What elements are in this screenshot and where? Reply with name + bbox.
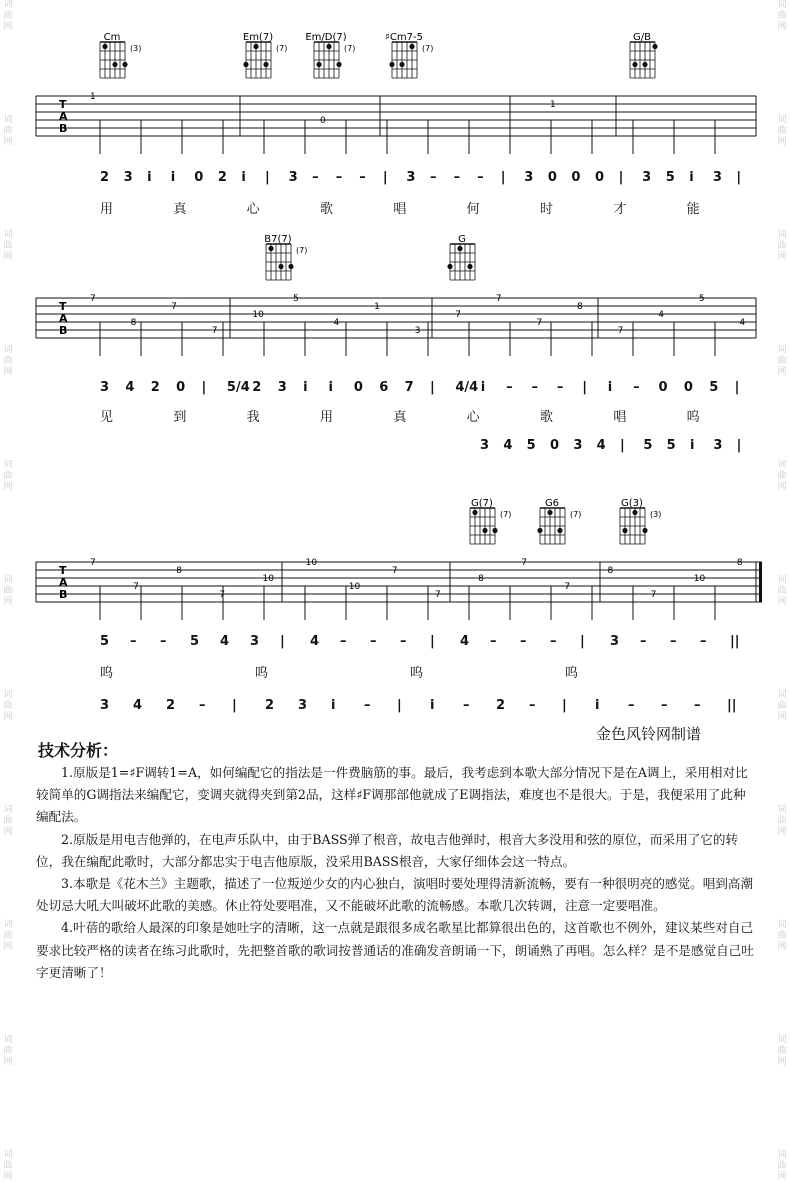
lyric-char: 时: [540, 202, 554, 217]
tab-number: 1: [90, 92, 96, 102]
melody-note: 2: [217, 170, 227, 185]
harmony-note: |: [736, 438, 742, 453]
finger-dot: [336, 62, 341, 67]
finger-dot: [457, 246, 462, 251]
melody-note: –: [160, 634, 167, 649]
watermark-text: 词 曲 网: [777, 1150, 787, 1182]
watermark-text: 词 曲 网: [777, 690, 787, 722]
lyric-char: 呜: [686, 410, 700, 425]
chord-diagram: [100, 32, 141, 78]
watermark-text: 词 曲 网: [3, 345, 13, 377]
finger-dot: [547, 510, 552, 515]
melody-note: 3: [610, 634, 620, 649]
melody-note: –: [477, 170, 484, 185]
finger-dot: [253, 44, 258, 49]
melody-note: –: [556, 380, 564, 395]
finger-dot: [557, 528, 562, 533]
watermark-text: 词 曲 网: [3, 1150, 13, 1182]
melody-note: –: [335, 170, 343, 185]
watermark-text: 词 曲 网: [777, 230, 787, 262]
melody-note: 3: [288, 170, 298, 185]
harmony-note: i: [690, 438, 695, 453]
melody-note: i: [241, 170, 246, 185]
finger-dot: [399, 62, 404, 67]
melody-note: |: [382, 170, 388, 185]
lyric-char: 呜: [255, 666, 269, 681]
harmony-note: 3: [713, 438, 723, 453]
melody-note: 4: [310, 634, 320, 649]
finger-dot: [632, 62, 637, 67]
fret-marker: (7): [422, 44, 434, 53]
fret-marker: (3): [130, 44, 142, 53]
tab-staff-1: [0, 0, 790, 160]
lyric-char: 到: [173, 410, 187, 425]
credit: 金色风铃网制谱: [596, 725, 702, 743]
melody-note: 3: [277, 380, 287, 395]
melody-note: 3: [100, 380, 110, 395]
chord-name: G6: [544, 498, 560, 509]
finger-dot: [492, 528, 497, 533]
melody-note: –: [670, 634, 677, 649]
finger-dot: [472, 510, 477, 515]
melody-note: 2: [150, 380, 160, 395]
melody-note: –: [430, 170, 437, 185]
melody-row-3: [0, 634, 790, 658]
melody-note: |: [734, 380, 740, 395]
finger-dot: [316, 62, 321, 67]
lyric-char: 心: [246, 202, 260, 217]
analysis-paragraph: 2.原版是用电吉他弹的，在电声乐队中，由于BASS弹了根音，故电吉他弹时，根音大多没用和弦的原位，而采用了它的转位，我在编配此歌时，大部分都忠实于电吉他原版，没采用BASS根音，大家仔细体会这一特点。: [36, 831, 739, 869]
harmony-note: –: [529, 698, 536, 713]
harmony-row-3: [0, 698, 790, 722]
watermark-text: 词 曲 网: [3, 575, 13, 607]
tab-letter: A: [59, 576, 68, 589]
harmony-note: |: [397, 698, 402, 713]
finger-dot: [263, 62, 268, 67]
finger-dot: [288, 264, 293, 269]
melody-note: 7: [404, 380, 414, 395]
tab-number: 7: [391, 566, 398, 576]
tab-number: 5: [698, 294, 705, 304]
lyrics-row-1: [0, 198, 790, 222]
tab-number: 7: [211, 326, 218, 336]
tab-letter: T: [59, 300, 67, 313]
chord-name: Cm: [103, 32, 121, 43]
watermark-text: 词 曲 网: [3, 1035, 13, 1067]
lyrics-row-2: [0, 406, 790, 430]
fret-marker: (7): [570, 510, 582, 519]
harmony-note: 3: [100, 698, 110, 713]
melody-note: i: [607, 380, 613, 395]
chord-diagram: [447, 234, 475, 280]
harmony-note: 5: [526, 438, 536, 453]
melody-note: –: [340, 634, 347, 649]
melody-note: 6: [379, 380, 389, 395]
chord-diagram: [305, 32, 355, 78]
melody-note: 0: [595, 170, 605, 185]
finger-dot: [243, 62, 248, 67]
melody-note: |: [265, 170, 270, 185]
lyric-char: 真: [173, 202, 187, 217]
tab-number: 4: [739, 318, 746, 328]
tab-number: 8: [130, 318, 137, 328]
tab-number: 7: [455, 310, 462, 320]
melody-note: i: [170, 170, 176, 185]
harmony-note: i: [595, 698, 600, 713]
harmony-note: 2: [166, 698, 176, 713]
melody-row-2: [0, 380, 790, 404]
harmony-note: |: [562, 698, 567, 713]
tab-number: 1: [550, 100, 556, 110]
finger-dot: [467, 264, 472, 269]
melody-note: 5: [709, 380, 719, 395]
watermark-text: 词 曲 网: [3, 230, 13, 262]
system-2: [0, 232, 790, 462]
lyric-char: 才: [613, 202, 627, 217]
finger-dot: [642, 62, 647, 67]
lyric-char: 用: [320, 410, 334, 425]
chord-diagram: [243, 32, 287, 78]
melody-note: i: [147, 170, 152, 185]
watermark-text: 词 曲 网: [777, 345, 787, 377]
harmony-note: 4: [503, 438, 513, 453]
chord-diagram: [630, 32, 658, 78]
harmony-note: –: [661, 698, 668, 713]
finger-dot: [642, 528, 647, 533]
melody-note: i: [689, 170, 694, 185]
harmony-row-2: [0, 438, 790, 462]
tab-number: 7: [617, 326, 624, 336]
melody-note: 2: [252, 380, 262, 395]
harmony-note: 2: [265, 698, 275, 713]
tab-number: 0: [320, 116, 326, 126]
chord-name: Em(7): [242, 32, 274, 43]
harmony-note: 5: [643, 438, 653, 453]
analysis-paragraph: 1.原版是1=♯F调转1=A，如何编配它的指法是一件费脑筋的事。最后，我考虑到本歌大部分情况下是在A调上，采用相对比较简单的G调指法来编配它，变调夹就得夹到第2品，这样♯F调那部他就成了E调指法，难度也不是很大。于是，我便采用了此种编配法。: [36, 765, 748, 825]
tab-number: 4: [658, 310, 664, 320]
harmony-note: |: [620, 438, 625, 453]
finger-dot: [622, 528, 627, 533]
finger-dot: [112, 62, 117, 67]
harmony-note: ||: [727, 698, 737, 713]
melody-note: |: [580, 634, 585, 649]
chord-diagram: [264, 234, 307, 280]
lyric-char: 唱: [613, 410, 627, 425]
finger-dot: [409, 44, 414, 49]
harmony-note: 5: [666, 438, 676, 453]
lyric-char: 呜: [410, 666, 424, 681]
finger-dot: [537, 528, 542, 533]
finger-dot: [632, 510, 637, 515]
tab-number: 7: [219, 590, 226, 600]
tab-number: 7: [171, 302, 177, 312]
tab-letter: B: [59, 324, 68, 337]
chord-name: G(7): [471, 498, 493, 509]
melody-note: –: [359, 170, 366, 185]
watermark-text: 词 曲 网: [777, 115, 787, 147]
finger-dot: [122, 62, 127, 67]
melody-note: i: [328, 380, 333, 395]
analysis-title: 技术分析：: [38, 741, 119, 760]
watermark-text: 词 曲 网: [3, 920, 13, 952]
harmony-note: –: [463, 698, 470, 713]
watermark-text: 词 曲 网: [3, 0, 13, 32]
finger-dot: [652, 44, 657, 49]
harmony-note: 2: [496, 698, 506, 713]
melody-note: |: [736, 170, 742, 185]
tab-number: 8: [478, 574, 484, 584]
melody-note: |: [280, 634, 285, 649]
watermark-text: 词 曲 网: [777, 460, 787, 492]
melody-note: |: [618, 170, 624, 185]
tab-number: 7: [90, 294, 96, 304]
harmony-note: 3: [298, 698, 308, 713]
tab-number: 4: [333, 318, 340, 328]
melody-note: –: [700, 634, 707, 649]
finger-dot: [389, 62, 394, 67]
tab-number: 1: [374, 302, 380, 312]
harmony-note: –: [694, 698, 701, 713]
lyric-char: 能: [686, 202, 700, 217]
chord-name: B7(7): [264, 234, 292, 245]
analysis-body: [36, 762, 756, 984]
tab-number: 7: [133, 582, 139, 592]
tab-letter: T: [59, 564, 67, 577]
melody-note: –: [453, 170, 461, 185]
melody-note: –: [400, 634, 407, 649]
harmony-note: 3: [480, 438, 490, 453]
harmony-note: |: [232, 698, 237, 713]
watermark-text: 词 曲 网: [3, 805, 13, 837]
melody-note: i: [480, 380, 486, 395]
harmony-note: i: [430, 698, 435, 713]
watermark-text: 词 曲 网: [3, 115, 13, 147]
lyric-char: 用: [100, 202, 114, 217]
melody-note: 5: [665, 170, 675, 185]
lyric-char: 我: [246, 410, 260, 425]
melody-row-1: [0, 170, 790, 194]
finger-dot: [326, 44, 331, 49]
finger-dot: [278, 264, 283, 269]
melody-note: |: [582, 380, 588, 395]
melody-note: 4: [460, 634, 470, 649]
chord-diagram: [470, 498, 511, 544]
lyric-char: 心: [466, 410, 480, 425]
chord-name: G: [458, 234, 466, 245]
melody-note: |: [500, 170, 506, 185]
melody-note: ||: [730, 634, 740, 649]
tab-letter: A: [59, 312, 68, 325]
chord-diagram: [537, 498, 581, 544]
harmony-note: –: [364, 698, 371, 713]
tab-number: 7: [435, 590, 441, 600]
lyric-char: 唱: [393, 202, 407, 217]
melody-note: 0: [571, 170, 581, 185]
tab-letter: B: [59, 588, 68, 601]
tab-letter: A: [59, 110, 68, 123]
lyric-char: 歌: [320, 202, 334, 217]
watermark-text: 词 曲 网: [777, 0, 787, 32]
lyric-char: 真: [393, 410, 407, 425]
watermark-text: 词 曲 网: [777, 920, 787, 952]
melody-note: 5: [190, 634, 200, 649]
lyric-char: 何: [466, 202, 480, 217]
melody-note: 3: [712, 170, 722, 185]
fret-marker: (7): [344, 44, 356, 53]
system-1: [0, 0, 790, 230]
chord-diagram: [385, 32, 433, 78]
harmony-note: –: [628, 698, 635, 713]
harmony-note: 3: [573, 438, 583, 453]
finger-dot: [447, 264, 452, 269]
harmony-note: 0: [550, 438, 560, 453]
tab-number: 5: [292, 294, 299, 304]
lyric-char: 歌: [540, 410, 554, 425]
tab-staff-3: [0, 492, 790, 622]
system-3: [0, 492, 790, 722]
melody-note: 4: [220, 634, 230, 649]
melody-note: 5: [100, 634, 110, 649]
chord-diagram: [620, 498, 661, 544]
watermark-text: 词 曲 网: [3, 460, 13, 492]
melody-note: 0: [547, 170, 557, 185]
melody-note: –: [490, 634, 497, 649]
melody-note: –: [506, 380, 513, 395]
melody-note: –: [370, 634, 377, 649]
finger-dot: [268, 246, 273, 251]
analysis-paragraph: 4.叶蓓的歌给人最深的印象是她吐字的清晰，这一点就是跟很多成名歌星比都算很出色的，这首歌也不例外，建议某些对自己要求比较严格的读者在练习此歌时，先把整首歌的歌词按普通话的准确发音朗诵一下，朗诵熟了再唱。怎么样？是不是感觉自己吐字更清晰了！: [36, 920, 754, 980]
tab-number: 10: [305, 558, 318, 568]
fret-marker: (7): [500, 510, 512, 519]
chord-name: Em/D(7): [305, 32, 347, 43]
melody-note: 3: [642, 170, 652, 185]
tab-number: 8: [577, 302, 583, 312]
tab-number: 10: [348, 582, 361, 592]
tab-number: 10: [693, 574, 706, 584]
melody-note: 4: [125, 380, 135, 395]
chord-name: G/B: [633, 32, 651, 43]
tab-number: 8: [176, 566, 182, 576]
watermark-text: 词 曲 网: [777, 1035, 787, 1067]
melody-note: 0: [658, 380, 668, 395]
melody-note: –: [531, 380, 539, 395]
melody-note: –: [640, 634, 647, 649]
melody-note: 2: [100, 170, 110, 185]
watermark-text: 词 曲 网: [3, 690, 13, 722]
melody-note: 3: [406, 170, 416, 185]
chord-name: ♯Cm7-5: [385, 32, 423, 43]
lyric-char: 呜: [565, 666, 579, 681]
melody-note: 0: [194, 170, 204, 185]
melody-note: i: [303, 380, 308, 395]
tab-number: 7: [90, 558, 96, 568]
tab-number: 3: [414, 326, 421, 336]
melody-note: |: [430, 380, 435, 395]
melody-note: 3: [123, 170, 133, 185]
harmony-note: 4: [596, 438, 606, 453]
watermark-text: 词 曲 网: [777, 805, 787, 837]
melody-note: 0: [683, 380, 693, 395]
lyric-char: 见: [100, 410, 114, 425]
tab-number: 8: [607, 566, 614, 576]
melody-note: 3: [524, 170, 534, 185]
tab-number: 8: [736, 558, 743, 568]
melody-note: 5/4: [226, 380, 250, 395]
fret-marker: (3): [650, 510, 662, 519]
melody-note: –: [312, 170, 319, 185]
tab-number: 7: [564, 582, 571, 592]
lyric-char: 呜: [100, 666, 114, 681]
harmony-note: –: [199, 698, 206, 713]
tab-number: 10: [262, 574, 274, 584]
chord-name: G(3): [621, 498, 643, 509]
melody-note: 3: [250, 634, 260, 649]
tab-staff-2: [0, 232, 790, 372]
melody-note: |: [430, 634, 435, 649]
melody-note: 4/4: [455, 380, 479, 395]
tab-number: 7: [521, 558, 527, 568]
analysis-paragraph: 3.本歌是《花木兰》主题歌，描述了一位叛逆少女的内心独白，演唱时要处理得清新流畅，要有一种很明亮的感觉。唱到高潮处切忌大吼大叫破坏此歌的美感。休止符处要唱准，又不能破坏此歌的流畅感。本歌几次转调，注意一定要唱准。: [36, 876, 754, 914]
melody-note: 0: [176, 380, 186, 395]
finger-dot: [102, 44, 107, 49]
tab-letter: T: [59, 98, 67, 111]
fret-marker: (7): [276, 44, 288, 53]
fret-marker: (7): [296, 246, 308, 255]
melody-note: –: [520, 634, 527, 649]
melody-note: –: [130, 634, 137, 649]
lyrics-row-3: [0, 662, 790, 686]
tab-number: 7: [650, 590, 657, 600]
tab-letter: B: [59, 122, 68, 135]
harmony-note: 4: [133, 698, 143, 713]
finger-dot: [482, 528, 487, 533]
tab-number: 7: [495, 294, 502, 304]
harmony-note: i: [331, 698, 336, 713]
tab-number: 10: [252, 310, 264, 320]
watermark-text: 词 曲 网: [777, 575, 787, 607]
melody-note: –: [633, 380, 640, 395]
melody-note: |: [201, 380, 207, 395]
tab-number: 7: [536, 318, 543, 328]
melody-note: 0: [353, 380, 363, 395]
melody-note: –: [550, 634, 557, 649]
